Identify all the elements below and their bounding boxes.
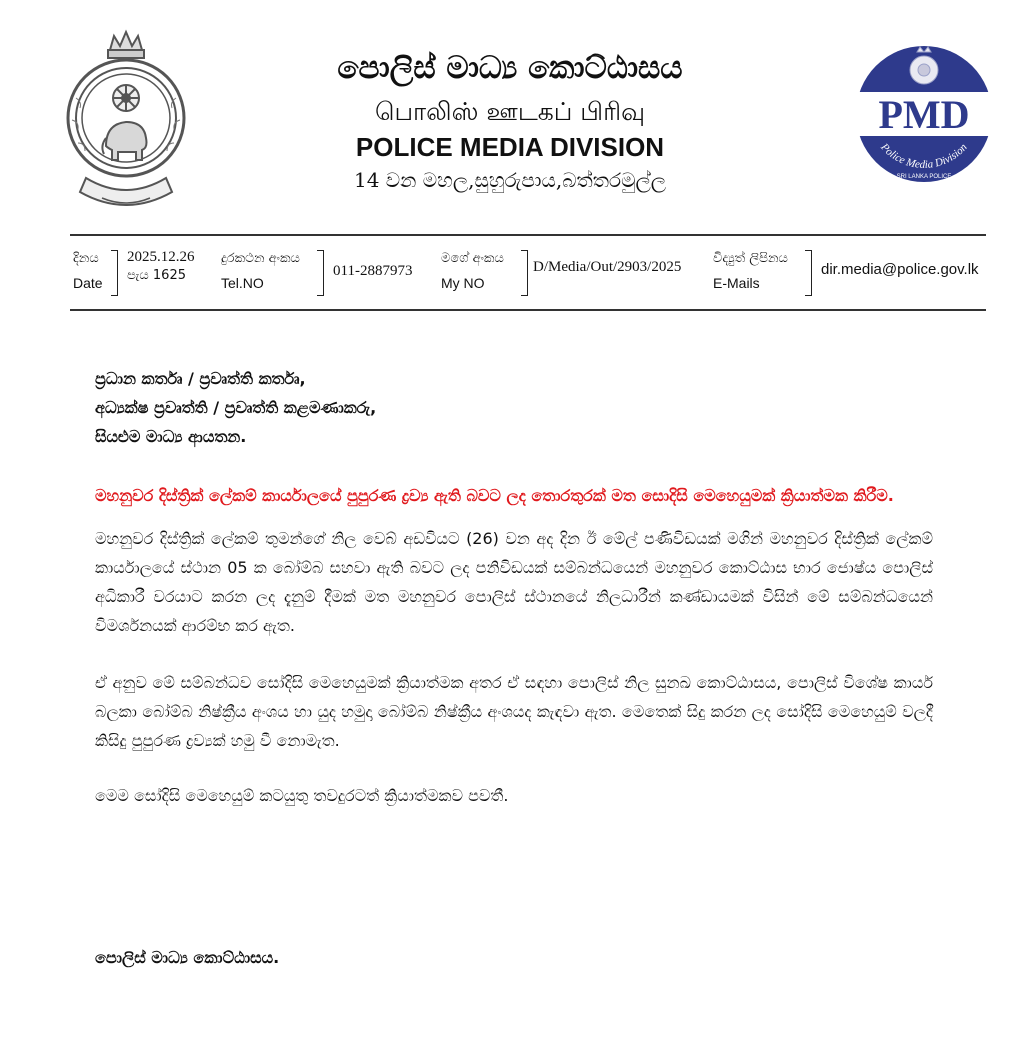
sri-lanka-police-crest-icon (62, 28, 190, 213)
phone-value: 011-2887973 (333, 263, 413, 279)
my-no-label-en: My NO (441, 275, 485, 291)
phone-label-en: Tel.NO (221, 275, 264, 291)
body-paragraph: ඒ අනුව මේ සම්බන්ධව සෝදිසි මෙහෙයුමක් ක්‍රියාත්මක අතර ඒ සඳහා පොලිස් නිල සුනඛ කොට්ඨාසය, පොලිස් විශේෂ කාර්ය බලකා බෝම්බ නිෂ්ක්‍රීය අංශය හා යුද හමුදා බෝම්බ නිෂ්ක්‍රීය අංශයද කැඳවා ඇත. මෙතෙක් සිදු කරන ලද සෝදිසි මෙහෙයුම් වලදී කිසිදු පුපුරණ ද්‍රව්‍යක් හමු වී නොමැත. (95, 673, 933, 750)
phone-bracket (317, 250, 324, 296)
date-label-si: දිනය (73, 251, 99, 266)
letterhead (0, 0, 1015, 320)
date-value: 2025.12.26 (127, 249, 195, 265)
header-rule-bottom (70, 309, 986, 311)
subject-heading: මහනුවර දිස්ත්‍රික් ලේකම් කාර්යාලයේ පුපුරණ ද්‍රව්‍ය ඇති බවට ලද තොරතුරක් මත සොදිසි මෙහෙයුමක් ක්‍රියාත්මක කිරීම. (95, 486, 894, 505)
svg-text:PMD: PMD (878, 92, 970, 137)
date-bracket (111, 250, 118, 296)
date-group (73, 246, 213, 302)
date-label-en: Date (73, 275, 103, 291)
email-label-si: විද්‍යුත් ලිපිනය (713, 251, 788, 266)
letter-body (95, 364, 933, 810)
phone-group (221, 246, 431, 302)
email-label (713, 250, 788, 292)
my-no-group (441, 246, 721, 302)
org-name-sinhala: පොලිස් මාධ්‍ය කොට්ඨාසය (337, 50, 683, 86)
my-no-label (441, 250, 504, 292)
body-paragraph: මෙම සෝදිසි මෙහෙයුම් කටයුතු තවදුරටත් ක්‍රියාත්මකව පවතී. (95, 786, 509, 805)
phone-label-si: දුරකථන අංකය (221, 251, 300, 266)
org-name-english: POLICE MEDIA DIVISION (355, 132, 665, 162)
header-rule-top (70, 234, 986, 236)
email-label-en: E-Mails (713, 275, 760, 291)
org-address: 14 වන මහල,සුහුරුපාය,බත්තරමුල්ල (354, 168, 666, 192)
svg-text:Police Media Division: Police Media Division (878, 141, 970, 171)
org-name-tamil: பொலிஸ் ஊடகப் பிரிவு (374, 97, 646, 126)
my-no-bracket (521, 250, 528, 296)
signoff: පොලිස් මාධ්‍ය කොට්ඨාසය. (95, 948, 280, 967)
addressee-line: ප්‍රධාන කර්තෘ / ප්‍රවෘත්ති කර්තෘ, (95, 369, 306, 388)
addressee-block (95, 364, 933, 451)
email-group (713, 246, 985, 302)
info-bar (73, 246, 985, 302)
addressee-line: සියළුම මාධ්‍ය ආයතන. (95, 427, 247, 446)
org-titles (230, 48, 790, 196)
phone-label (221, 250, 300, 292)
addressee-line: අධ්‍යක්ෂ ප්‍රවෘත්ති / ප්‍රවෘත්ති කළමණාකරු, (95, 398, 377, 417)
my-no-value: D/Media/Out/2903/2025 (533, 259, 682, 275)
email-value[interactable]: dir.media@police.gov.lk (821, 261, 979, 278)
my-no-label-si: මගේ අංකය (441, 251, 504, 266)
body-paragraph: මහනුවර දිස්ත්‍රික් ලේකම් තුමන්ගේ නිල වෙබ් අඩවියට (26) වන අද දින ඊ මේල් පණිවිඩයක් මගින් මහනුවර දිස්ත්‍රික් ලේකම් කාර්යාලයේ ස්ථාන 05 ක බෝම්බ සහවා ඇති බවට ලද පනිවිඩයක් සම්බන්ධයෙන් මහනුවර කොට්ඨාස භාර ජොෂ්ය පොලිස් අධිකාරී වරයාට කරන ලද දැනුම් දීමක් මත මහනුවර පොලිස් ස්ථානයේ නිලධාරීන් කණ්ඩායමක් විසින් මේ සම්බන්ධයෙන් විමර්ශනයක් ආරම්භ කර ඇත. (95, 529, 933, 635)
email-bracket (805, 250, 812, 296)
pmd-round-logo-icon (853, 42, 995, 187)
date-label (73, 250, 103, 292)
svg-text:SRI LANKA POLICE: SRI LANKA POLICE (896, 174, 952, 180)
time-value: පැය 1625 (127, 268, 186, 283)
